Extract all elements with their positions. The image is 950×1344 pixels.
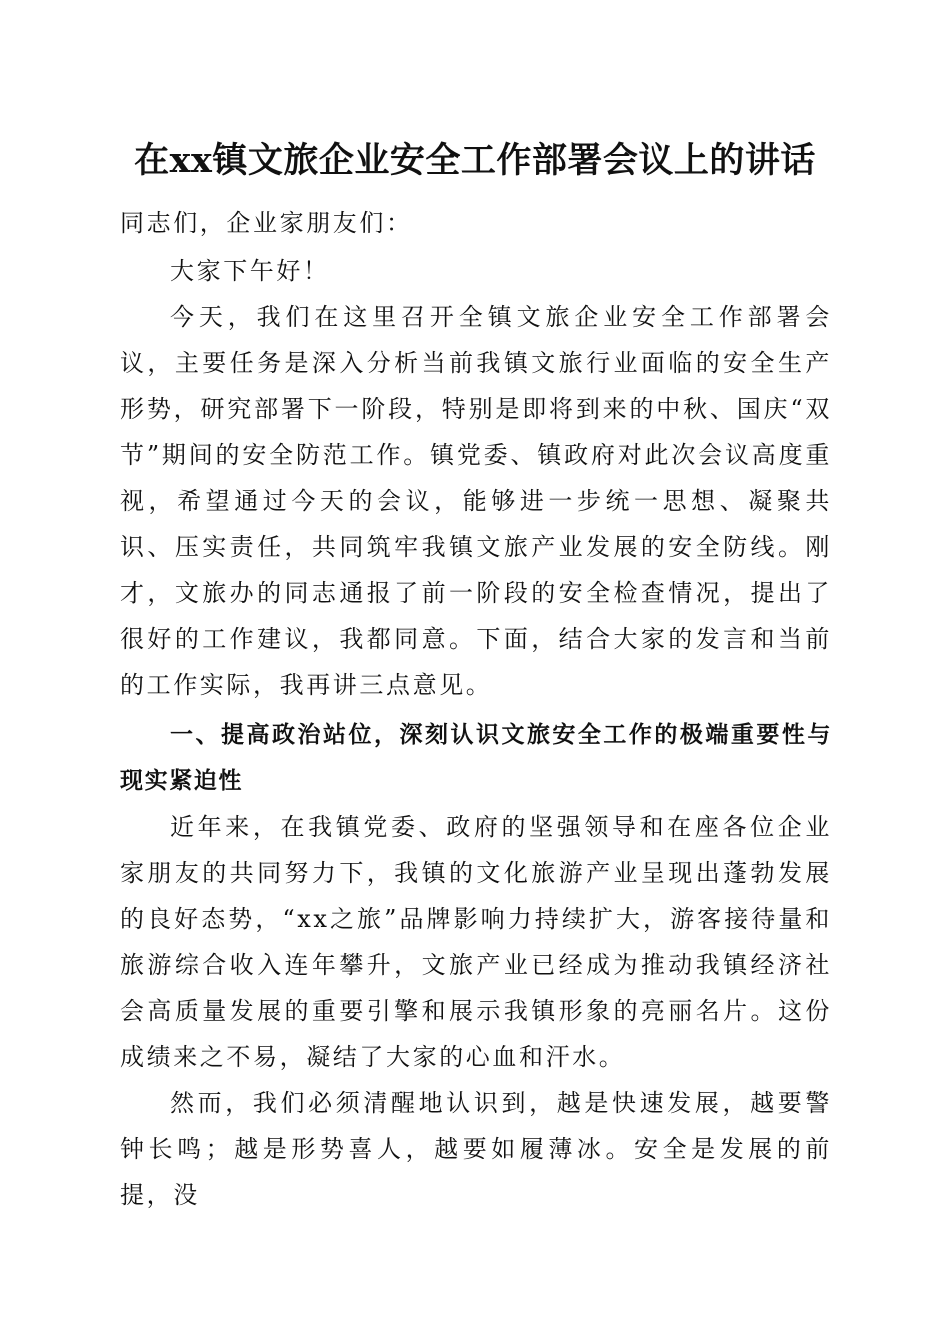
- salutation: 同志们，企业家朋友们：: [120, 209, 413, 237]
- greeting: 大家下午好！: [170, 257, 330, 285]
- document-title: 在xx镇文旅企业安全工作部署会议上的讲话: [134, 140, 816, 181]
- intro-paragraph: 今天，我们在这里召开全镇文旅企业安全工作部署会议，主要任务是深入分析当前我镇文旅行业面临的安全生产形势，研究部署下一阶段，特别是即将到来的中秋、国庆“双节”期间的安全防范工作。镇党委、镇政府对此次会议高度重视，希望通过今天的会议，能够进一步统一思想、凝聚共识、压实责任，共同筑牢我镇文旅产业发展的安全防线。刚才，文旅办的同志通报了前一阶段的安全检查情况，提出了很好的工作建议，我都同意。下面，结合大家的发言和当前的工作实际，我再讲三点意见。: [120, 303, 832, 699]
- section-paragraph: 近年来，在我镇党委、政府的坚强领导和在座各位企业家朋友的共同努力下，我镇的文化旅游产业呈现出蓬勃发展的良好态势，“xx之旅”品牌影响力持续扩大，游客接待量和旅游综合收入连年攀升，文旅产业已经成为推动我镇经济社会高质量发展的重要引擎和展示我镇形象的亮丽名片。这份成绩来之不易，凝结了大家的心血和汗水。: [120, 813, 832, 1071]
- section-paragraph: 然而，我们必须清醒地认识到，越是快速发展，越要警钟长鸣；越是形势喜人，越要如履薄冰。安全是发展的前提，没: [120, 1089, 832, 1209]
- document-body: [120, 200, 832, 1218]
- section-heading: 一、提高政治站位，深刻认识文旅安全工作的极端重要性与现实紧迫性: [120, 722, 832, 794]
